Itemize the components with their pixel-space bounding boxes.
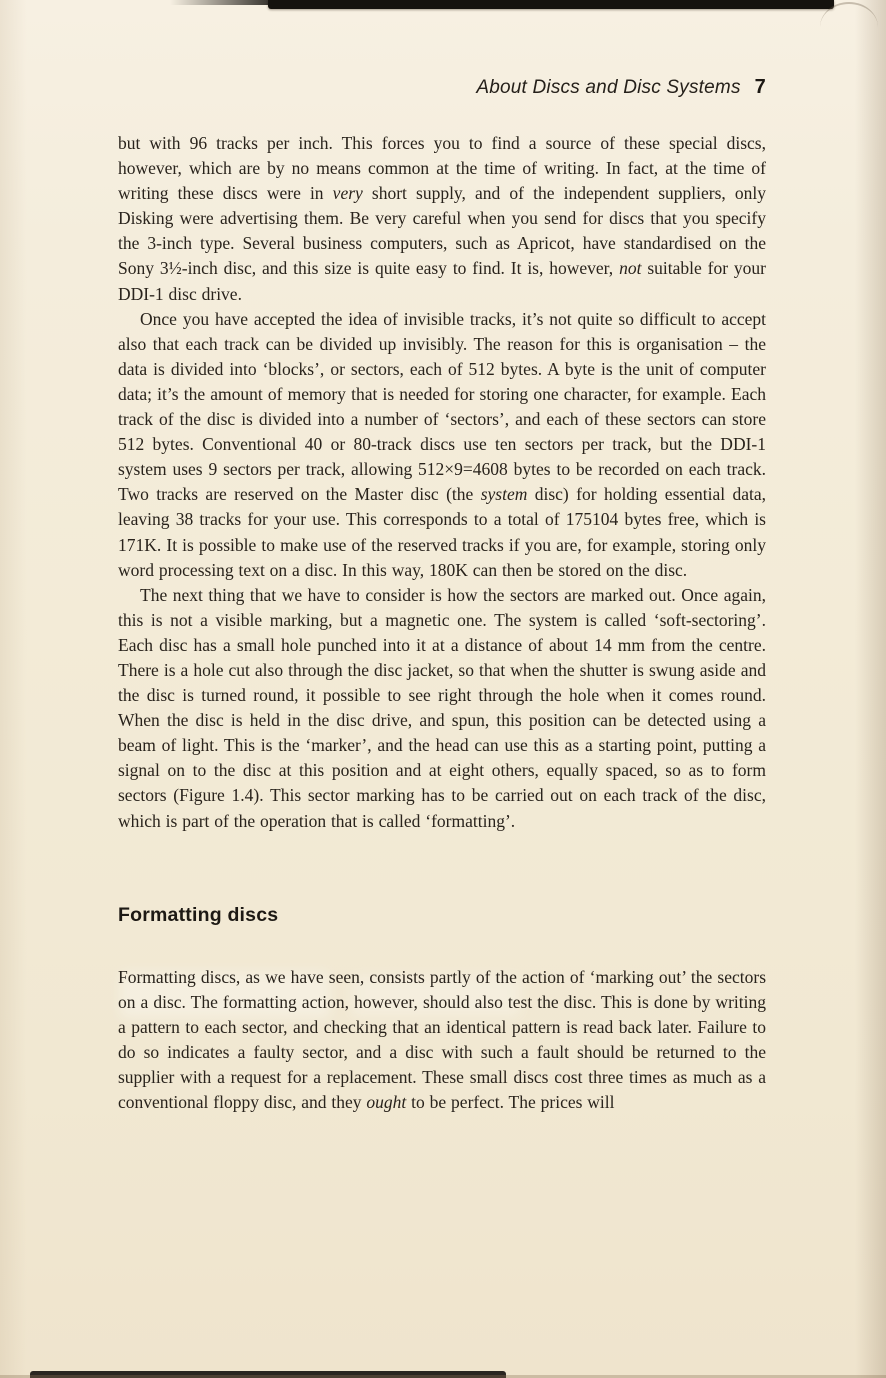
section-heading: Formatting discs: [118, 903, 279, 926]
text-segment: suitable for your DDI-1 disc drive.: [118, 258, 766, 304]
body-text: [118, 131, 766, 1115]
emphasized-text: ought: [366, 1092, 407, 1113]
emphasized-text: not: [619, 258, 642, 279]
emphasized-text: very: [332, 183, 363, 204]
running-head-title: About Discs and Disc Systems: [476, 77, 741, 98]
paragraph-3: [118, 583, 766, 834]
text-segment: Once you have accepted the idea of invisible tracks, it’s not quite so difficult to accept also that each track can be divided up invisibly. The reason for this is organisation – the data is divided into ‘blocks’, or sectors, each of 512 bytes. A byte is the unit of computer data; it’s the amount of memory that is needed for storing one character, for example. Each track of the disc is divided into a number of ‘sectors’, and each of these sectors can store 512 bytes. Conventional 40 or 80-track discs use ten sectors per track, but the DDI-1 system uses 9 sectors per track, allowing 512×9=4608 bytes to be recorded on each track. Two tracks are reserved on the Master disc (the: [118, 308, 766, 505]
text-segment: disc) for holding essential data, leaving 38 tracks for your use. This corresponds to a total of 175104 bytes free, which is 171K. It is possible to make use of the reserved tracks if you are, for example, storing only word processing text on a disc. In this way, 180K can then be stored on the disc.: [118, 484, 766, 580]
page-number: 7: [754, 76, 766, 98]
emphasized-text: system: [480, 484, 528, 505]
scan-artifact-top-bar: [268, 0, 834, 9]
text-segment: to be perfect. The prices will: [406, 1092, 615, 1113]
text-segment: short supply, and of the independent suppliers, only Disking were advertising them. Be very careful when you send for discs that you specify the 3-inch type. Several business computers, such as Apricot, have standardised on the Sony 3½-inch disc, and this size is quite easy to find. It is, however,: [118, 183, 767, 279]
text-segment: The next thing that we have to consider is how the sectors are marked out. Once again, this is not a visible marking, but a magnetic one. The system is called ‘soft-sectoring’. Each disc has a small hole punched into it at a distance of about 14 mm from the centre. There is a hole cut also through the disc jacket, so that when the shutter is swung aside and the disc is turned round, it possible to see right through the hole when it comes round. When the disc is held in the disc drive, and spun, this position can be detected using a beam of light. This is the ‘marker’, and the head can use this as a starting point, putting a signal on to the disc at this position and at eight others, equally spaced, so as to form sectors (Figure 1.4). This sector marking has to be carried out on each track of the disc, which is part of the operation that is called ‘formatting’.: [118, 584, 766, 831]
running-head: [118, 76, 766, 99]
paragraph-1: [118, 131, 766, 307]
text-segment: Formatting discs, as we have seen, consists partly of the action of ‘marking out’ the sectors on a disc. The formatting action, however, should also test the disc. This is done by writing a pattern to each sector, and checking that an identical pattern is read back later. Failure to do so indicates a faulty sector, and a disc with such a fault should be returned to the supplier with a request for a replacement. These small discs cost three times as much as a conventional floppy disc, and they: [118, 966, 766, 1113]
scan-artifact-top-bar-fade: [170, 0, 270, 5]
paragraph-2: [118, 307, 766, 583]
text-segment: but with 96 tracks per inch. This forces you to find a source of these special discs, however, which are by no means common at the time of writing. In fact, at the time of writing these discs were in: [118, 133, 766, 204]
paragraph-4: [118, 965, 766, 1116]
